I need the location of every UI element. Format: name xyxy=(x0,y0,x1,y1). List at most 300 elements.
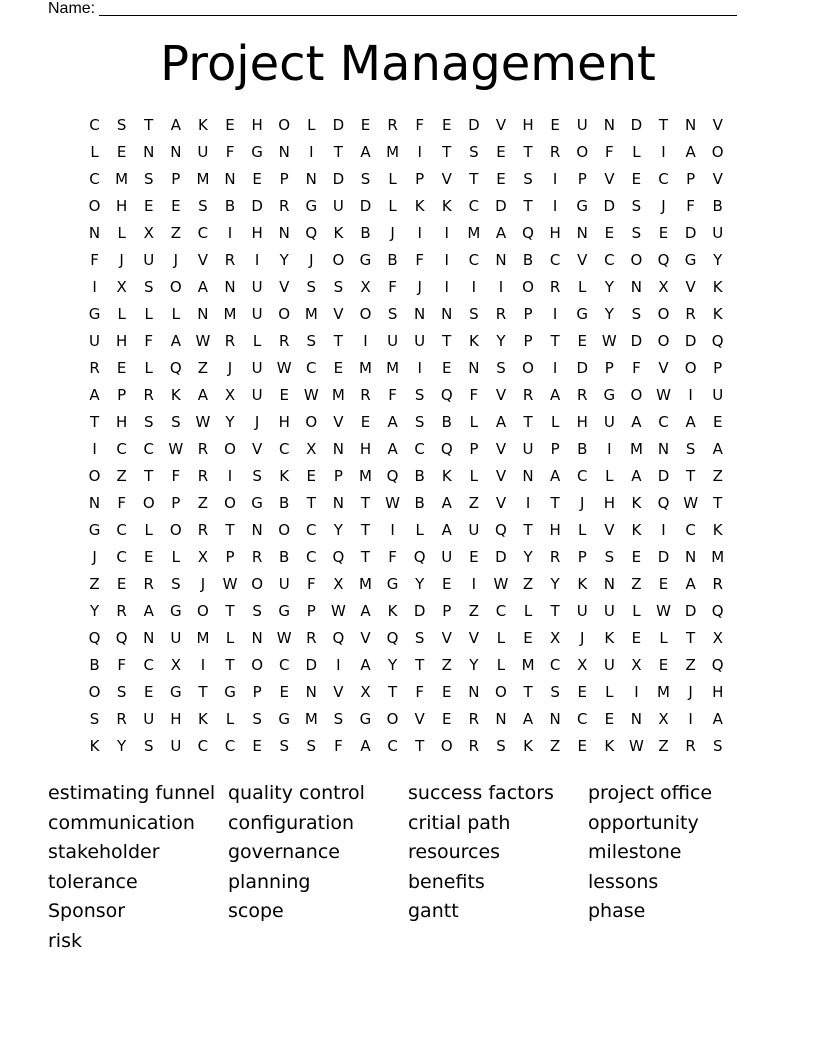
grid-letter: E xyxy=(225,116,235,134)
grid-letter: E xyxy=(631,629,642,647)
grid-letter: U xyxy=(468,521,480,539)
grid-letter: C xyxy=(306,521,317,539)
grid-letter: F xyxy=(686,197,695,215)
grid-letter: A xyxy=(550,467,561,485)
grid-letter: Z xyxy=(197,359,209,377)
grid-letter: A xyxy=(170,116,181,134)
grid-letter: T xyxy=(360,521,371,539)
grid-letter: P xyxy=(225,548,235,566)
grid-letter: A xyxy=(197,278,209,296)
grid-letter: S xyxy=(89,710,100,728)
grid-letter: I xyxy=(254,251,260,269)
grid-letter: H xyxy=(549,224,561,242)
grid-letter: C xyxy=(468,251,480,269)
grid-letter: N xyxy=(88,494,101,512)
grid-letter: U xyxy=(441,548,453,566)
grid-letter: K xyxy=(631,521,642,539)
grid-letter: A xyxy=(685,143,696,161)
grid-letter: R xyxy=(468,710,480,728)
grid-letter: W xyxy=(629,737,644,755)
grid-letter: Q xyxy=(495,521,507,539)
grid-letter: G xyxy=(278,602,291,620)
grid-letter: L xyxy=(252,332,262,350)
grid-letter: K xyxy=(441,197,452,215)
grid-letter: C xyxy=(549,656,561,674)
grid-letter: U xyxy=(712,224,724,242)
grid-letter: E xyxy=(143,683,154,701)
grid-letter: C xyxy=(387,737,398,755)
grid-letter: N xyxy=(197,305,209,323)
grid-letter: U xyxy=(170,629,182,647)
grid-letter: A xyxy=(441,494,452,512)
grid-letter: Q xyxy=(711,332,724,350)
grid-letter: H xyxy=(549,521,561,539)
grid-letter: G xyxy=(88,521,101,539)
grid-letter: T xyxy=(442,332,452,350)
grid-row xyxy=(81,193,737,220)
grid-letter: Y xyxy=(415,575,425,593)
grid-letter: C xyxy=(116,440,127,458)
grid-letter: P xyxy=(333,467,343,485)
grid-letter: B xyxy=(279,494,290,512)
grid-letter: K xyxy=(89,737,100,755)
grid-letter: U xyxy=(603,602,615,620)
grid-letter: K xyxy=(712,278,723,296)
grid-letter: Y xyxy=(496,332,506,350)
name-blank-rule xyxy=(99,0,737,16)
grid-letter: P xyxy=(523,332,533,350)
grid-letter: L xyxy=(605,683,614,701)
grid-letter: V xyxy=(495,440,507,458)
grid-letter: S xyxy=(306,737,317,755)
grid-letter: Y xyxy=(523,548,533,566)
grid-letter: M xyxy=(657,683,670,701)
grid-letter: Z xyxy=(522,575,534,593)
grid-letter: G xyxy=(576,197,589,215)
grid-letter: O xyxy=(88,467,101,485)
grid-letter: E xyxy=(333,359,344,377)
grid-letter: S xyxy=(496,737,506,755)
grid-letter: B xyxy=(414,467,425,485)
grid-row xyxy=(81,463,737,490)
grid-letter: O xyxy=(522,359,534,377)
grid-letter: Z xyxy=(468,494,479,512)
grid-letter: T xyxy=(523,521,533,539)
grid-letter: H xyxy=(359,440,372,458)
grid-letter: W xyxy=(493,575,509,593)
grid-letter: S xyxy=(631,197,642,215)
grid-letter: Q xyxy=(657,494,670,512)
grid-letter: V xyxy=(495,116,507,134)
grid-letter: C xyxy=(576,467,588,485)
grid-letter: K xyxy=(198,710,208,728)
grid-letter: B xyxy=(712,197,723,215)
grid-letter: T xyxy=(523,143,533,161)
grid-letter: Q xyxy=(305,224,318,242)
grid-letter: U xyxy=(170,737,182,755)
grid-letter: E xyxy=(631,170,642,188)
grid-letter: S xyxy=(469,143,479,161)
grid-letter: Q xyxy=(386,629,399,647)
grid-letter: S xyxy=(143,278,154,296)
grid-letter: L xyxy=(659,629,668,647)
grid-letter: S xyxy=(252,602,262,620)
grid-letter: K xyxy=(441,467,452,485)
grid-letter: X xyxy=(360,278,371,296)
grid-letter: F xyxy=(415,683,424,701)
grid-letter: L xyxy=(90,143,99,161)
grid-letter: X xyxy=(550,629,561,647)
grid-letter: N xyxy=(495,251,507,269)
grid-letter: T xyxy=(89,413,100,431)
grid-letter: O xyxy=(169,278,182,296)
word-bank-item: tolerance xyxy=(48,870,138,893)
grid-letter: T xyxy=(713,494,723,512)
grid-letter: O xyxy=(522,278,534,296)
grid-letter: M xyxy=(331,386,345,404)
grid-letter: V xyxy=(441,170,452,188)
grid-letter: T xyxy=(415,656,425,674)
word-bank-item: success factors xyxy=(408,782,554,804)
grid-letter: M xyxy=(386,359,400,377)
grid-letter: I xyxy=(309,143,314,161)
grid-letter: H xyxy=(712,683,724,701)
grid-letter: L xyxy=(144,305,153,323)
grid-letter: L xyxy=(632,602,641,620)
grid-letter: K xyxy=(198,116,208,134)
grid-letter: E xyxy=(360,116,371,134)
grid-letter: W xyxy=(276,359,292,377)
grid-letter: R xyxy=(306,629,317,647)
grid-letter: M xyxy=(196,170,210,188)
grid-letter: P xyxy=(117,386,127,404)
grid-letter: U xyxy=(603,656,615,674)
grid-letter: P xyxy=(604,359,614,377)
grid-letter: J xyxy=(417,278,422,296)
grid-letter: F xyxy=(144,332,154,350)
word-bank-item: milestone xyxy=(588,841,682,864)
grid-letter: S xyxy=(116,116,127,134)
grid-letter: K xyxy=(523,737,533,755)
grid-letter: W xyxy=(195,413,211,431)
grid-letter: I xyxy=(363,332,368,350)
grid-letter: B xyxy=(387,251,398,269)
grid-letter: I xyxy=(661,143,666,161)
word-bank-item: phase xyxy=(588,900,646,923)
grid-letter: Y xyxy=(604,278,614,296)
grid-letter: F xyxy=(225,143,235,161)
grid-letter: O xyxy=(278,116,291,134)
grid-letter: C xyxy=(658,413,669,431)
grid-letter: S xyxy=(252,710,262,728)
grid-letter: G xyxy=(386,575,399,593)
grid-letter: T xyxy=(387,683,398,701)
grid-row xyxy=(81,436,737,463)
grid-letter: E xyxy=(442,116,452,134)
word-bank-item: Sponsor xyxy=(48,900,126,923)
grid-letter: N xyxy=(143,629,155,647)
grid-letter: S xyxy=(252,467,262,485)
grid-letter: N xyxy=(224,170,236,188)
grid-letter: E xyxy=(252,170,262,188)
grid-letter: O xyxy=(224,440,236,458)
grid-row xyxy=(81,355,737,382)
grid-letter: I xyxy=(525,494,531,512)
grid-letter: N xyxy=(522,467,534,485)
grid-letter: B xyxy=(224,197,236,215)
grid-letter: F xyxy=(388,386,397,404)
grid-letter: I xyxy=(417,359,422,377)
grid-letter: S xyxy=(198,197,208,215)
grid-letter: R xyxy=(197,467,209,485)
name-field-line xyxy=(48,0,737,18)
grid-letter: V xyxy=(604,170,615,188)
grid-letter: T xyxy=(144,116,154,134)
grid-letter: D xyxy=(603,197,616,215)
grid-letter: P xyxy=(306,602,316,620)
grid-letter: Z xyxy=(441,656,452,674)
grid-letter: U xyxy=(89,332,101,350)
grid-letter: F xyxy=(306,575,316,593)
grid-letter: I xyxy=(227,467,233,485)
grid-letter: U xyxy=(332,197,344,215)
grid-letter: P xyxy=(523,305,533,323)
grid-letter: S xyxy=(414,413,425,431)
grid-letter: J xyxy=(309,251,314,269)
grid-letter: O xyxy=(142,494,155,512)
grid-letter: A xyxy=(685,575,696,593)
grid-letter: K xyxy=(631,494,642,512)
grid-letter: G xyxy=(603,386,616,404)
grid-letter: S xyxy=(414,629,425,647)
grid-letter: T xyxy=(360,548,371,566)
grid-letter: R xyxy=(387,116,398,134)
grid-letter: H xyxy=(278,413,290,431)
grid-letter: F xyxy=(90,251,99,269)
grid-letter: V xyxy=(441,629,452,647)
grid-letter: O xyxy=(88,683,101,701)
grid-letter: A xyxy=(89,386,100,404)
grid-letter: T xyxy=(469,170,479,188)
grid-letter: U xyxy=(251,386,263,404)
grid-letter: G xyxy=(684,251,697,269)
grid-letter: N xyxy=(441,305,453,323)
grid-letter: I xyxy=(471,278,477,296)
grid-letter: S xyxy=(333,710,344,728)
grid-letter: E xyxy=(496,170,506,188)
page-title: Project Management xyxy=(160,36,656,92)
grid-letter: B xyxy=(89,656,100,674)
grid-letter: D xyxy=(359,197,372,215)
grid-row xyxy=(81,220,737,247)
grid-letter: K xyxy=(414,197,425,215)
grid-letter: G xyxy=(170,683,182,701)
grid-letter: G xyxy=(170,602,182,620)
grid-letter: V xyxy=(333,683,344,701)
grid-letter: Y xyxy=(713,251,723,269)
grid-letter: I xyxy=(688,710,693,728)
grid-letter: J xyxy=(254,413,260,431)
grid-letter: E xyxy=(279,386,289,404)
grid-letter: K xyxy=(170,386,181,404)
grid-letter: K xyxy=(604,629,615,647)
grid-letter: S xyxy=(143,170,154,188)
grid-letter: A xyxy=(360,602,371,620)
grid-letter: M xyxy=(386,143,400,161)
grid-letter: U xyxy=(576,116,588,134)
grid-letter: C xyxy=(604,251,615,269)
grid-letter: P xyxy=(550,440,560,458)
grid-letter: E xyxy=(604,224,615,242)
grid-letter: J xyxy=(173,251,179,269)
grid-letter: Q xyxy=(522,224,534,242)
grid-letter: C xyxy=(197,737,209,755)
grid-letter: U xyxy=(414,332,426,350)
grid-letter: U xyxy=(251,359,263,377)
grid-letter: L xyxy=(388,170,397,188)
grid-letter: Q xyxy=(413,548,426,566)
grid-letter: T xyxy=(523,683,533,701)
grid-letter: D xyxy=(495,548,507,566)
grid-letter: M xyxy=(359,575,372,593)
grid-row xyxy=(81,733,737,760)
grid-letter: X xyxy=(224,386,236,404)
grid-letter: W xyxy=(330,602,346,620)
grid-letter: I xyxy=(498,278,504,296)
grid-letter: A xyxy=(360,143,371,161)
grid-letter: L xyxy=(523,602,533,620)
grid-letter: Y xyxy=(89,602,100,620)
grid-letter: V xyxy=(251,440,263,458)
grid-letter: Y xyxy=(550,575,560,593)
grid-letter: H xyxy=(603,494,615,512)
name-label: Name: xyxy=(48,0,96,17)
grid-letter: U xyxy=(143,710,155,728)
grid-letter: H xyxy=(116,197,128,215)
grid-letter: K xyxy=(468,332,479,350)
grid-letter: L xyxy=(388,197,397,215)
grid-letter: K xyxy=(279,467,290,485)
grid-letter: Y xyxy=(333,521,343,539)
grid-letter: O xyxy=(251,575,264,593)
grid-row xyxy=(81,571,737,598)
grid-letter: R xyxy=(495,305,507,323)
grid-letter: U xyxy=(251,278,263,296)
grid-letter: Z xyxy=(550,737,561,755)
grid-letter: S xyxy=(631,305,642,323)
grid-letter: U xyxy=(143,251,155,269)
grid-row xyxy=(81,328,737,355)
grid-letter: E xyxy=(658,224,669,242)
grid-letter: C xyxy=(658,170,669,188)
grid-letter: S xyxy=(604,548,615,566)
grid-letter: S xyxy=(171,413,181,431)
grid-letter: V xyxy=(604,521,615,539)
word-bank-item: resources xyxy=(408,841,501,864)
grid-letter: F xyxy=(388,278,397,296)
grid-letter: L xyxy=(605,467,614,485)
grid-letter: D xyxy=(684,602,697,620)
grid-letter: Z xyxy=(631,575,642,593)
grid-row xyxy=(81,166,737,193)
grid-letter: V xyxy=(279,278,290,296)
grid-letter: R xyxy=(197,521,209,539)
grid-letter: N xyxy=(414,305,426,323)
grid-letter: V xyxy=(360,629,371,647)
grid-letter: R xyxy=(251,548,263,566)
grid-letter: C xyxy=(278,440,290,458)
grid-letter: R xyxy=(143,386,154,404)
grid-letter: N xyxy=(495,710,507,728)
grid-letter: S xyxy=(469,305,479,323)
word-bank-item: gantt xyxy=(408,900,459,923)
grid-letter: P xyxy=(686,170,696,188)
grid-row xyxy=(81,247,737,274)
grid-letter: O xyxy=(169,521,182,539)
grid-letter: S xyxy=(143,413,154,431)
grid-letter: C xyxy=(197,224,209,242)
grid-letter: O xyxy=(684,359,697,377)
grid-letter: I xyxy=(661,521,666,539)
grid-letter: E xyxy=(279,683,289,701)
grid-letter: G xyxy=(251,494,263,512)
grid-letter: T xyxy=(333,332,343,350)
grid-letter: S xyxy=(712,737,723,755)
grid-letter: T xyxy=(686,629,696,647)
grid-letter: D xyxy=(684,332,697,350)
grid-letter: U xyxy=(522,440,534,458)
grid-letter: I xyxy=(444,251,449,269)
grid-letter: A xyxy=(441,521,452,539)
grid-letter: E xyxy=(171,197,181,215)
grid-letter: Z xyxy=(89,575,100,593)
grid-letter: D xyxy=(576,359,589,377)
grid-letter: H xyxy=(116,413,128,431)
grid-letter: M xyxy=(711,548,725,566)
grid-letter: Q xyxy=(711,656,724,674)
grid-letter: T xyxy=(333,143,343,161)
grid-letter: J xyxy=(580,629,585,647)
grid-letter: L xyxy=(144,521,153,539)
grid-letter: C xyxy=(685,521,696,539)
grid-letter: Y xyxy=(469,656,479,674)
grid-letter: E xyxy=(658,656,669,674)
grid-letter: S xyxy=(550,683,560,701)
grid-letter: N xyxy=(468,683,480,701)
grid-letter: G xyxy=(88,305,101,323)
word-bank-item: stakeholder xyxy=(48,841,160,864)
grid-letter: E xyxy=(306,467,317,485)
grid-letter: N xyxy=(603,116,615,134)
grid-letter: K xyxy=(577,575,588,593)
grid-letter: P xyxy=(252,683,262,701)
grid-letter: E xyxy=(712,413,723,431)
grid-letter: S xyxy=(360,170,371,188)
grid-letter: X xyxy=(197,548,209,566)
grid-letter: L xyxy=(578,278,587,296)
grid-letter: C xyxy=(495,602,507,620)
grid-letter: J xyxy=(227,359,233,377)
grid-letter: D xyxy=(657,548,670,566)
grid-letter: I xyxy=(92,278,97,296)
grid-letter: R xyxy=(224,251,236,269)
grid-letter: S xyxy=(116,683,127,701)
grid-letter: O xyxy=(630,386,643,404)
word-bank-item: critial path xyxy=(408,811,511,834)
grid-letter: C xyxy=(116,521,127,539)
grid-letter: S xyxy=(631,224,642,242)
grid-letter: O xyxy=(630,251,643,269)
